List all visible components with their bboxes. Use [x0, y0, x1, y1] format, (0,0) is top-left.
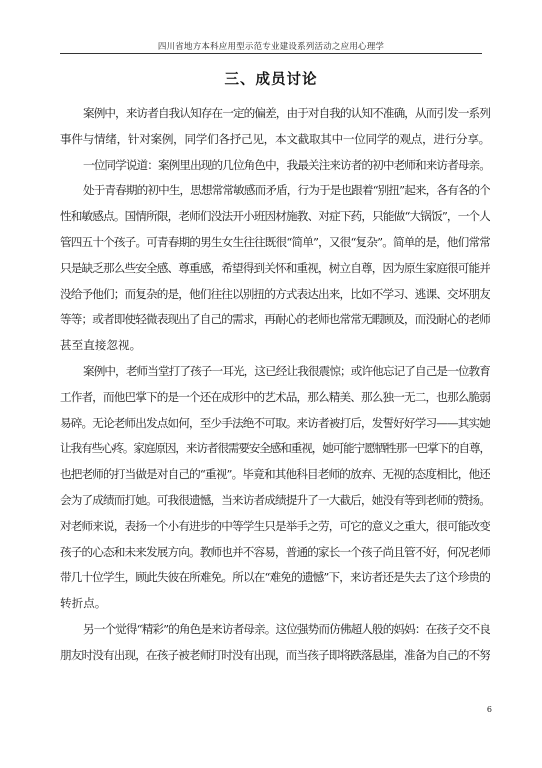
- text-line: 一位同学说道：案例里出现的几位角色中，我最关注来访者的初中老师和来访者母亲。: [83, 157, 490, 172]
- text-line: 甚至直接忽视。: [60, 338, 142, 353]
- paragraph-student-view: [60, 153, 490, 179]
- text-line: 让我有些心疼。家庭原因，来访者很需要安全感和重视，她可能宁愿牺牲那一巴掌下的自尊，: [60, 441, 490, 456]
- running-header: 四川省地方本科应用型示范专业建设系列活动之应用心理学: [157, 42, 385, 52]
- text-line: 案例中，老师当堂打了孩子一耳光，这已经让我很震惊；或许他忘记了自己是一位教育: [83, 363, 490, 378]
- section-title: 三、成员讨论: [224, 72, 318, 88]
- text-line: 带几十位学生，顾此失彼在所难免。所以在“难免的遗憾”下，来访者还是失去了这个珍贵的: [60, 570, 490, 585]
- paragraph-adolescence: [60, 178, 490, 359]
- text-line: 性和敏感点。国情所限，老师们没法开小班因材施教、对症下药，只能做“大锅饭”，一个人: [60, 209, 490, 224]
- header-rule: [60, 53, 482, 54]
- text-line: 处于青春期的初中生，思想常常敏感而矛盾，行为于是也跟着“别扭”起来，各有各的个: [83, 183, 490, 198]
- text-line: 工作者，而他巴掌下的是一个还在成形中的艺术品，那么精美、那么独一无二，也那么脆弱: [60, 389, 490, 404]
- text-line: 朋友时没有出现，在孩子被老师打时没有出现，而当孩子即将跌落悬崖，准备为自己的不努: [60, 647, 490, 662]
- text-line: 等等；或者即使轻微表现出了自己的需求，再耐心的老师也常常无暇顾及，而没耐心的老师: [60, 312, 490, 327]
- text-line: 转折点。: [60, 596, 107, 611]
- text-line: 管四五十个孩子。可青春期的男生女生往往既很“简单”，又很“复杂”。简单的是，他们常常: [60, 234, 490, 249]
- page-number: 6: [486, 705, 492, 714]
- paragraph-mother: [60, 617, 490, 669]
- text-line: 只是缺乏那么些安全感、尊重感，希望得到关怀和重视，树立自尊，因为原生家庭很可能并: [60, 260, 490, 275]
- text-line: 事件与情绪，针对案例，同学们各抒己见，本文截取其中一位同学的观点，进行分享。: [60, 131, 490, 146]
- text-line: 孩子的心态和未来发展方向。教师也并不容易，普通的家长一个孩子尚且管不好，何况老师: [60, 544, 490, 559]
- text-line: 对老师来说，表扬一个小有进步的中等学生只是举手之劳，可它的意义之重大，很可能改变: [60, 518, 490, 533]
- text-line: 会为了成绩而打她。可我很遗憾，当来访者成绩提升了一大截后，她没有等到老师的赞扬。: [60, 492, 490, 507]
- text-line: 易碎。无论老师出发点如何，至少手法绝不可取。来访者被打后，发誓好好学习——其实她: [60, 415, 490, 430]
- paragraph-case-intro: [60, 101, 490, 153]
- body-text: [60, 101, 490, 669]
- paragraph-teacher-slap: [60, 359, 490, 617]
- text-line: 另一个觉得“精彩”的角色是来访者母亲。这位强势而仿佛超人般的妈妈：在孩子交不良: [83, 621, 490, 636]
- text-line: 没给予他们；而复杂的是，他们往往以别扭的方式表达出来，比如不学习、逃课、交坏朋友: [60, 286, 490, 301]
- text-line: 案例中，来访者自我认知存在一定的偏差，由于对自我的认知不准确，从而引发一系列: [83, 106, 490, 120]
- text-line: 也把老师的打当做是对自己的“重视”。毕竟和其他科目老师的放弃、无视的态度相比，他还: [60, 467, 490, 482]
